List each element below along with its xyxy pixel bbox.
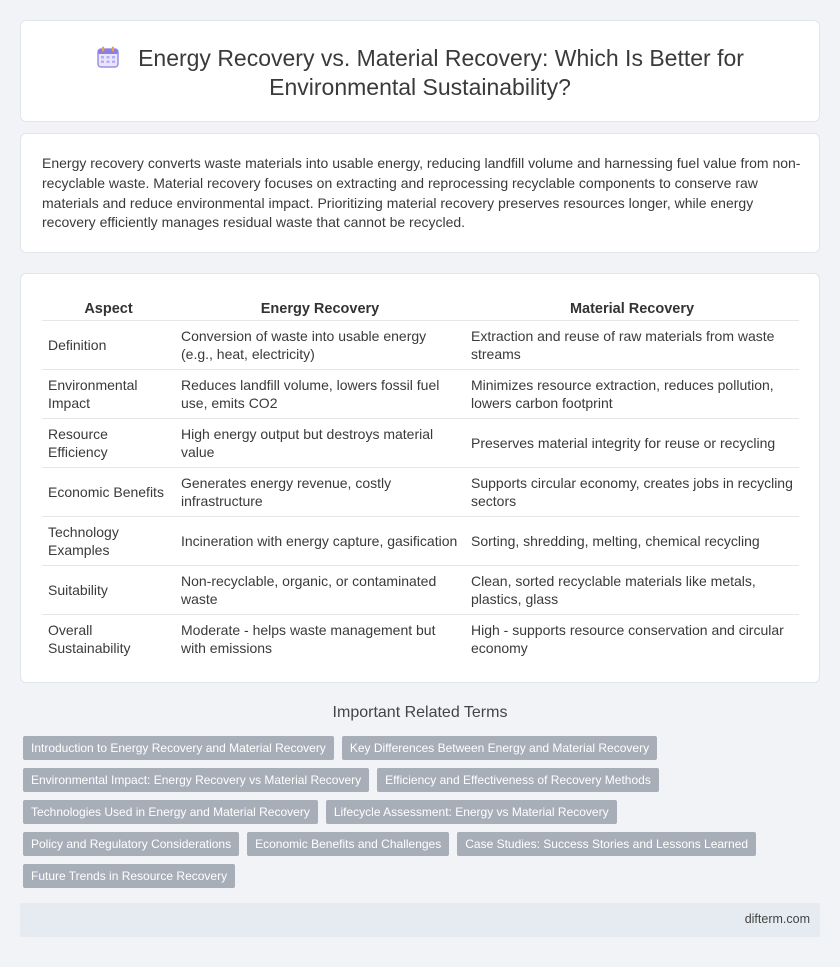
related-term-tag[interactable]: Lifecycle Assessment: Energy vs Material Recovery: [326, 800, 617, 824]
aspect-cell: Economic Benefits: [42, 467, 175, 516]
intro-paragraph: Energy recovery converts waste materials into usable energy, reducing landfill volume and harnessing fuel value from non-recyclable waste. Material recovery focuses on extracting and reprocessing recyclable components to conserve raw materials and reduce environmental impact. Prioritizing material recovery preserves resources longer, while energy recovery efficiently manages residual waste that cannot be recycled.: [42, 155, 801, 231]
energy-cell: Incineration with energy capture, gasification: [175, 516, 465, 565]
title-text: Energy Recovery vs. Material Recovery: Which Is Better for Environmental Sustainability?: [138, 45, 744, 100]
material-cell: Supports circular economy, creates jobs in recycling sectors: [465, 467, 799, 516]
header-card: [20, 20, 820, 122]
related-term-tag[interactable]: Key Differences Between Energy and Material Recovery: [342, 736, 657, 760]
header-aspect: Aspect: [84, 300, 133, 317]
related-terms-list: [23, 736, 783, 896]
related-term-tag[interactable]: Case Studies: Success Stories and Lessons Learned: [457, 832, 756, 856]
page-title: [21, 44, 819, 102]
table-row: [42, 565, 799, 614]
energy-cell: Generates energy revenue, costly infrastructure: [175, 467, 465, 516]
material-cell: Extraction and reuse of raw materials from waste streams: [465, 320, 799, 369]
energy-cell: Reduces landfill volume, lowers fossil fuel use, emits CO2: [175, 369, 465, 418]
related-term-tag[interactable]: Efficiency and Effectiveness of Recovery Methods: [377, 768, 659, 792]
comparison-table: [42, 294, 799, 663]
comparison-card: [20, 273, 820, 683]
related-term-tag[interactable]: Introduction to Energy Recovery and Material Recovery: [23, 736, 334, 760]
energy-cell: Moderate - helps waste management but with emissions: [175, 614, 465, 663]
table-row: [42, 614, 799, 663]
table-row: [42, 516, 799, 565]
footer-site-link[interactable]: difterm.com: [744, 912, 810, 926]
material-cell: Sorting, shredding, melting, chemical recycling: [465, 516, 799, 565]
aspect-cell: Overall Sustainability: [42, 614, 175, 663]
related-term-tag[interactable]: Economic Benefits and Challenges: [247, 832, 449, 856]
related-term-tag[interactable]: Technologies Used in Energy and Material Recovery: [23, 800, 318, 824]
energy-cell: Conversion of waste into usable energy (e.g., heat, electricity): [175, 320, 465, 369]
related-term-tag[interactable]: Policy and Regulatory Considerations: [23, 832, 239, 856]
material-cell: Preserves material integrity for reuse or recycling: [465, 418, 799, 467]
material-cell: Clean, sorted recyclable materials like metals, plastics, glass: [465, 565, 799, 614]
header-material-recovery: Material Recovery: [569, 300, 695, 317]
intro-card: [20, 133, 820, 253]
material-cell: Minimizes resource extraction, reduces pollution, lowers carbon footprint: [465, 369, 799, 418]
header-energy-recovery: Energy Recovery: [260, 300, 380, 317]
table-header-row: [42, 294, 799, 320]
related-term-tag[interactable]: Environmental Impact: Energy Recovery vs Material Recovery: [23, 768, 369, 792]
footer-bar: [20, 903, 820, 937]
calendar-icon: [96, 45, 120, 69]
table-row: [42, 467, 799, 516]
energy-cell: High energy output but destroys material value: [175, 418, 465, 467]
aspect-cell: Technology Examples: [42, 516, 175, 565]
aspect-cell: Resource Efficiency: [42, 418, 175, 467]
aspect-cell: Suitability: [42, 565, 175, 614]
table-row: [42, 320, 799, 369]
energy-cell: Non-recyclable, organic, or contaminated waste: [175, 565, 465, 614]
material-cell: High - supports resource conservation and circular economy: [465, 614, 799, 663]
related-term-tag[interactable]: Future Trends in Resource Recovery: [23, 864, 235, 888]
table-row: [42, 369, 799, 418]
aspect-cell: Definition: [42, 320, 175, 369]
table-row: [42, 418, 799, 467]
aspect-cell: Environmental Impact: [42, 369, 175, 418]
related-terms-heading: Important Related Terms: [332, 704, 508, 721]
